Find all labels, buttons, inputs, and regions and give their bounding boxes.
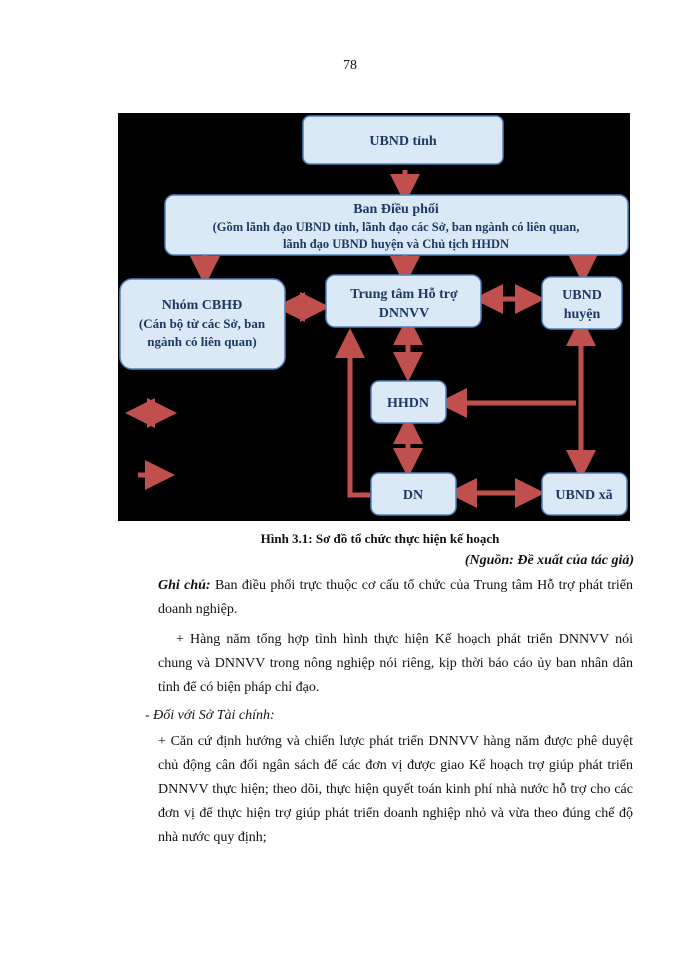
org-chart	[118, 113, 630, 521]
label-nhom-cbhd-line1: (Cán bộ từ các Sở, ban	[138, 316, 266, 331]
label-hhdn: HHDN	[387, 396, 429, 411]
note-paragraph	[158, 574, 633, 622]
label-ubnd-tinh: UBND tỉnh	[369, 134, 437, 149]
note-text: Ban điều phối trực thuộc cơ cấu tổ chức của Trung tâm Hỗ trợ phát triển doanh nghiệp.	[158, 578, 633, 617]
note-label: Ghi chú:	[158, 578, 211, 593]
figure-caption: Hình 3.1: Sơ đồ tổ chức thực hiện kế hoạch	[260, 531, 500, 546]
label-ubnd-huyen-line1: UBND	[562, 288, 602, 303]
label-ubnd-huyen-line2: huyện	[563, 307, 601, 322]
label-ban-dieu-phoi-line2: lãnh đạo UBND huyện và Chủ tịch HHDN	[282, 237, 510, 251]
paragraph-2-text: + Căn cứ định hướng và chiến lược phát triển DNNVV hàng năm được phê duyệt chủ động cân đối ngân sách để các đơn vị được giao Kế hoạch trợ giúp phát triển DNNVV thực hiện; theo dõi, thực hiện quyết toán kinh phí nhà nước hỗ trợ cho các đơn vị để thực hiện trợ giúp phát triển doanh nghiệp nhỏ và vừa theo đúng chế độ nhà nước quy định;	[158, 734, 633, 845]
label-trung-tam-line2: DNNVV	[378, 306, 430, 321]
section-heading: - Đối với Sở Tài chính:	[145, 708, 275, 723]
arrow-trung-tam-dn	[350, 343, 370, 495]
label-nhom-cbhd-line2: ngành có liên quan)	[147, 334, 257, 349]
label-ban-dieu-phoi-line1: (Gồm lãnh đạo UBND tỉnh, lãnh đạo các Sở, ban ngành có liên quan,	[212, 220, 580, 234]
label-ubnd-xa: UBND xã	[555, 488, 613, 503]
paragraph-1	[158, 628, 633, 700]
org-chart-figure	[118, 113, 630, 521]
figure-source: (Nguồn: Đề xuất của tác giả)	[464, 553, 634, 568]
label-nhom-cbhd: Nhóm CBHĐ	[161, 298, 243, 313]
paragraph-1-text: + Hàng năm tổng hợp tình hình thực hiện Kế hoạch phát triển DNNVV nói chung và DNNVV trong nông nghiệp nói riêng, kịp thời báo cáo ủy ban nhân dân tỉnh để có biện pháp chỉ đạo.	[158, 632, 633, 695]
label-dn: DN	[402, 488, 424, 503]
label-trung-tam-line1: Trung tâm Hỗ trợ	[350, 287, 458, 302]
paragraph-2	[158, 730, 633, 850]
label-ban-dieu-phoi: Ban Điều phối	[353, 202, 439, 217]
page-number: 78	[343, 58, 357, 73]
